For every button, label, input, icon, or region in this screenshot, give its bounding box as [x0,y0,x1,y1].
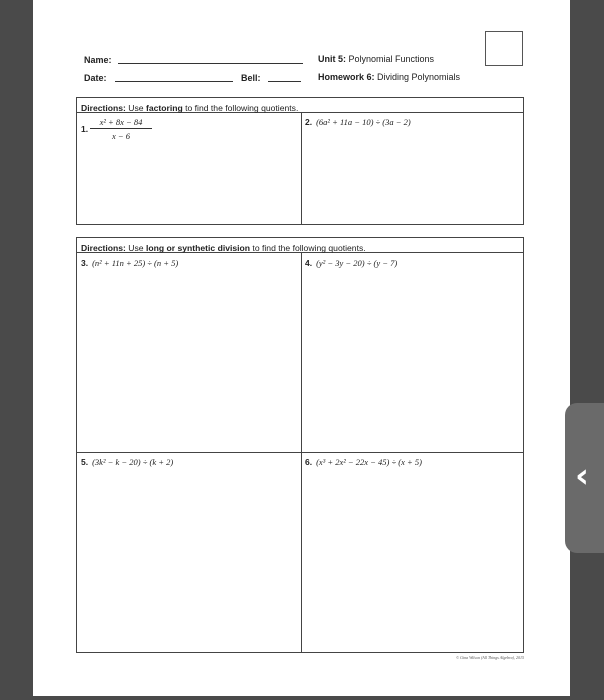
worksheet-page [33,0,570,696]
homework-title: Homework 6: Dividing Polynomials [318,72,461,82]
problem-3: 3. (n² + 11n + 25) ÷ (n + 5) [81,258,179,268]
chevron-left-icon[interactable]: ‹ [575,456,590,496]
section2-row-divider [77,452,523,453]
bell-label: Bell: [241,73,261,83]
problem-6: 6. (x³ + 2x² − 22x − 45) ÷ (x + 5) [305,457,422,467]
problem-1-numerator: x² + 8x − 84 [90,117,152,129]
score-box [485,31,523,66]
section1-divider [301,113,302,224]
previous-page-tab[interactable] [565,403,604,553]
problem-5: 5. (3k² − k − 20) ÷ (k + 2) [81,457,174,467]
unit-title: Unit 5: Polynomial Functions [318,54,435,64]
date-line [115,81,233,82]
problem-2: 2. (6a² + 11a − 10) ÷ (3a − 2) [305,117,411,127]
problem-1-number: 1. [81,124,89,134]
division-section [76,237,524,653]
section2-directions: Directions: Use long or synthetic division to find the following quotients. [77,238,523,253]
name-label: Name: [84,55,112,65]
section1-directions: Directions: Use factoring to find the following quotients. [77,98,523,113]
date-label: Date: [84,73,107,83]
problem-1-denominator: x − 6 [111,131,130,141]
copyright-notice: © Gina Wilson (All Things Algebra), 2015 [456,655,524,660]
problem-4: 4. (y² − 3y − 20) ÷ (y − 7) [305,258,398,268]
name-line [118,63,303,64]
bell-line [268,81,301,82]
problem-1-fraction [90,117,152,141]
